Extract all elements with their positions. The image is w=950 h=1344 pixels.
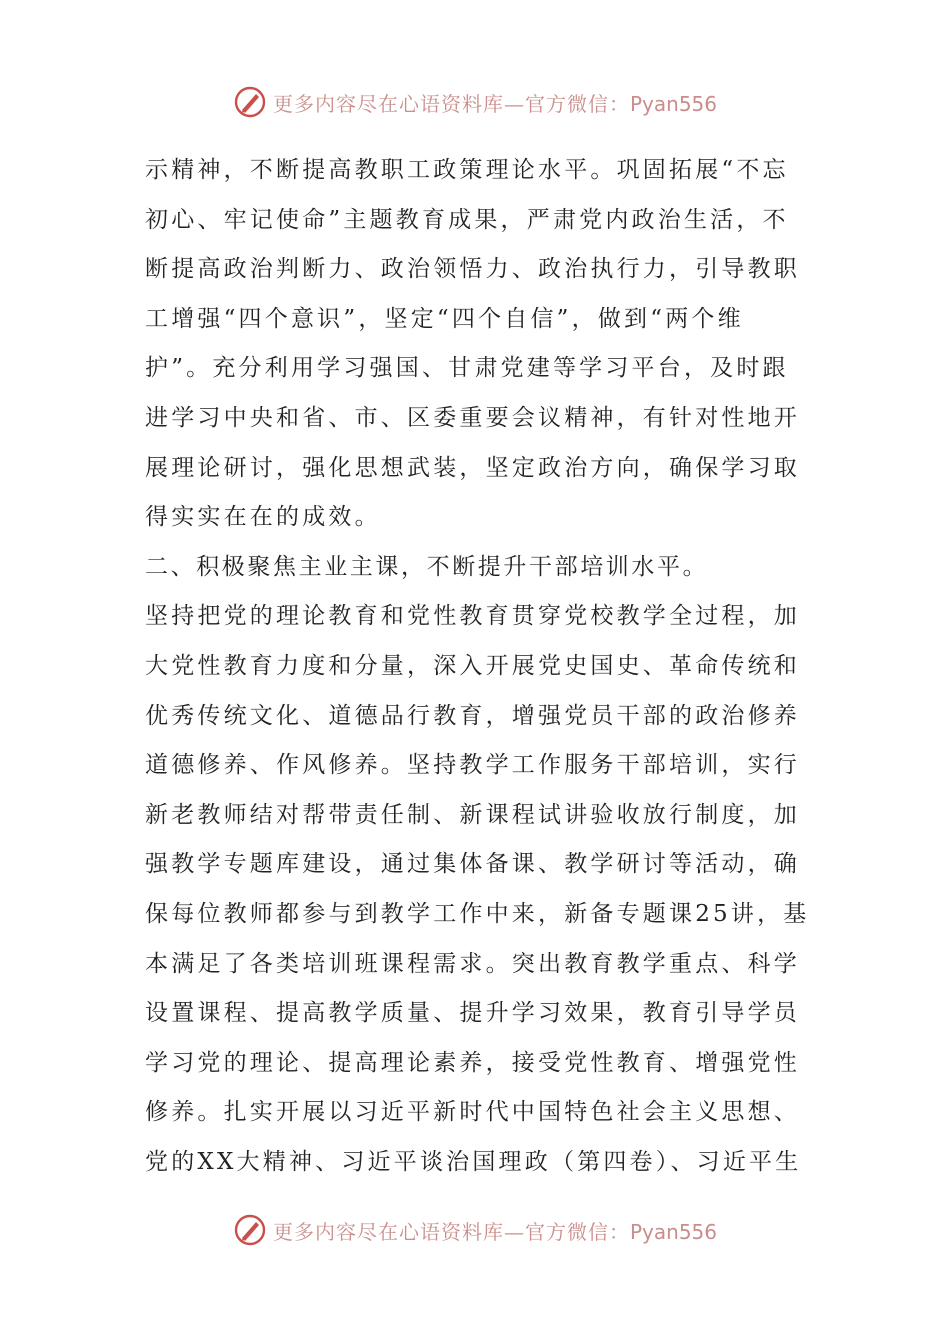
header-watermark-banner <box>0 82 950 122</box>
section-heading: 二、积极聚焦主业主课，不断提升干部培训水平。 <box>145 553 709 580</box>
text-line: 保每位教师都参与到教学工作中来，新备专题课25讲，基 <box>145 900 810 927</box>
text-line: 展理论研讨，强化思想武装，坚定政治方向，确保学习取 <box>145 454 800 481</box>
pen-seal-icon <box>233 1213 267 1247</box>
watermark-text: 更多内容尽在心语资料库—官方微信：Pyan556 <box>272 1219 717 1244</box>
watermark-text: 更多内容尽在心语资料库—官方微信：Pyan556 <box>272 91 717 116</box>
text-line: 本满足了各类培训班课程需求。突出教育教学重点、科学 <box>145 950 800 977</box>
text-line: 进学习中央和省、市、区委重要会议精神，有针对性地开 <box>145 404 800 431</box>
pen-seal-icon <box>233 85 267 119</box>
text-line: 护”。充分利用学习强国、甘肃党建等学习平台，及时跟 <box>145 355 789 382</box>
text-line: 党的XX大精神、习近平谈治国理政（第四卷）、习近平生 <box>145 1148 802 1175</box>
text-line: 新老教师结对帮带责任制、新课程试讲验收放行制度，加 <box>145 801 800 828</box>
text-line: 大党性教育力度和分量，深入开展党史国史、革命传统和 <box>145 652 800 679</box>
text-line: 修养。扎实开展以习近平新时代中国特色社会主义思想、 <box>145 1099 800 1126</box>
text-line: 设置课程、提高教学质量、提升学习效果，教育引导学员 <box>145 1000 800 1027</box>
text-line: 示精神，不断提高教职工政策理论水平。巩固拓展“不忘 <box>145 157 789 183</box>
text-line: 优秀传统文化、道德品行教育，增强党员干部的政治修养 <box>145 702 800 729</box>
document-body <box>145 146 810 1187</box>
text-line: 初心、牢记使命”主题教育成果，严肃党内政治生活，不 <box>145 206 789 233</box>
text-line: 学习党的理论、提高理论素养，接受党性教育、增强党性 <box>145 1049 800 1076</box>
text-line: 强教学专题库建设，通过集体备课、教学研讨等活动，确 <box>145 851 800 878</box>
text-line: 道德修养、作风修养。坚持教学工作服务干部培训，实行 <box>145 752 800 779</box>
text-line: 得实实在在的成效。 <box>145 504 381 531</box>
text-line: 断提高政治判断力、政治领悟力、政治执行力，引导教职 <box>145 256 800 283</box>
footer-watermark-banner <box>0 1210 950 1250</box>
text-line: 坚持把党的理论教育和党性教育贯穿党校教学全过程，加 <box>145 603 800 630</box>
text-line: 工增强“四个意识”，坚定“四个自信”，做到“两个维 <box>145 305 744 332</box>
